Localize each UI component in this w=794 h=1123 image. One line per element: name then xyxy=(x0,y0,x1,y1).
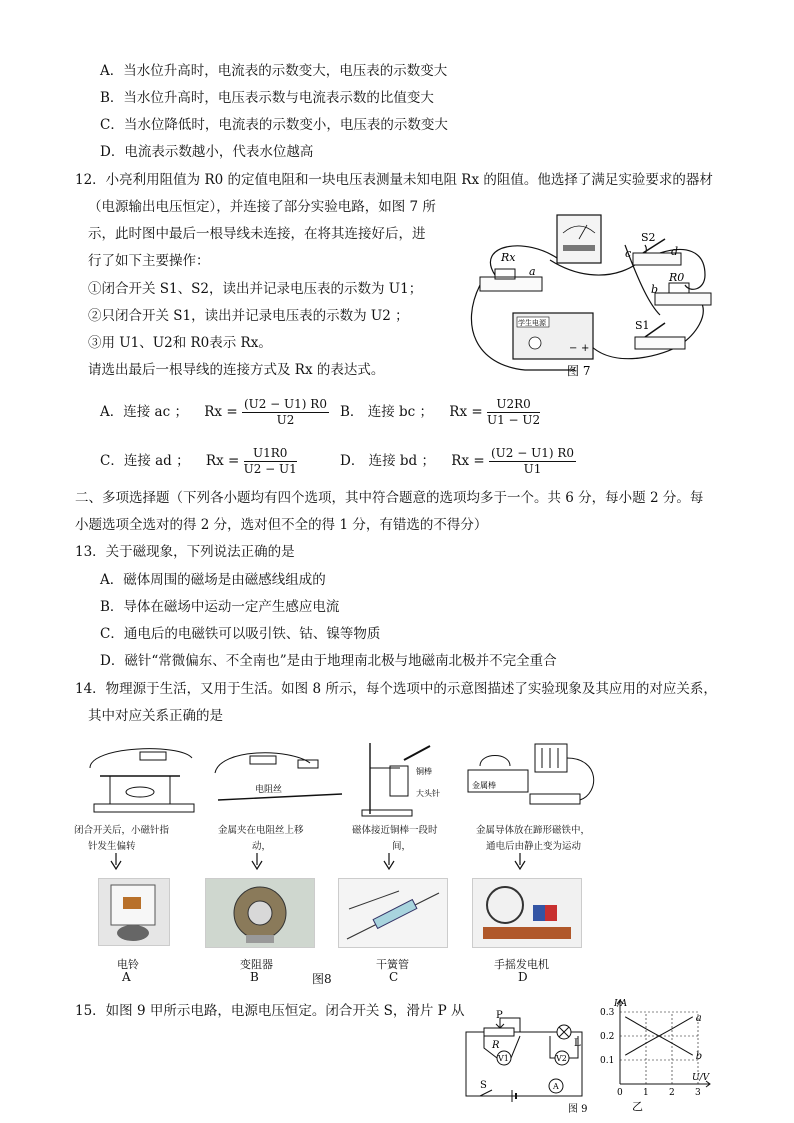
panel-c-photo xyxy=(338,878,448,948)
panel-b-wire-label: 电阻丝 xyxy=(255,785,283,795)
section2-heading-line1: 二、多项选择题（下列各小题均有四个选项，其中符合题意的选项均多于一个。共 6 分，每小题 2 分。每 xyxy=(75,490,704,506)
panel-d-tag1: 金属棒 xyxy=(472,781,496,790)
choice-a-fraction xyxy=(242,397,329,428)
panel-c-sketch xyxy=(362,743,440,816)
panel-b-letter: B xyxy=(250,970,259,984)
voltmeter-v1-label: V1 xyxy=(498,1054,509,1063)
s2-label: S2 xyxy=(641,231,656,244)
power-minus-label: − xyxy=(569,343,578,354)
q13-stem: 13．关于磁现象，下列说法正确的是 xyxy=(75,544,295,560)
choice-c-numerator: U1R0 xyxy=(244,446,297,462)
section2-heading-line2: 小题选项全选对的得 2 分，选对但不全的得 1 分，有错选的不得分） xyxy=(75,517,488,533)
q12-step1: ①闭合开关 S1、S2，读出并记录电压表的示数为 U1； xyxy=(88,281,423,297)
node-a-label: a xyxy=(529,265,536,278)
choice-c-lhs: Rx = xyxy=(205,453,240,469)
choice-d-denominator: U1 xyxy=(523,462,542,476)
q12-stem-line4: 行了如下主要操作： xyxy=(88,253,210,269)
panel-d-photo xyxy=(472,878,582,948)
q11-option-a: A．当水位升高时，电流表的示数变大，电压表的示数变大 xyxy=(100,63,448,79)
choice-b-label: B． 连接 bc ； xyxy=(340,404,433,420)
choice-b-fraction xyxy=(487,397,540,428)
lamp-l-label: L xyxy=(574,1038,581,1049)
choice-a-lhs: Rx = xyxy=(204,404,238,420)
figure-8-experiments xyxy=(80,738,620,820)
y-tick-label: 0.2 xyxy=(600,1032,615,1042)
figure-7-caption: 图 7 xyxy=(567,364,591,378)
q14-stem-line2: 其中对应关系正确的是 xyxy=(88,708,223,724)
panel-c-tag1: 铜棒 xyxy=(416,767,432,776)
choice-d-numerator: (U2 − U1) R0 xyxy=(490,446,574,460)
q14-stem-line1: 14．物理源于生活，又用于生活。如图 8 所示，每个选项中的示意图描述了实验现象及其应用的对应关系， xyxy=(75,681,717,697)
rx-label: Rx xyxy=(501,251,516,264)
panel-d-desc2: 通电后由静止变为运动 xyxy=(486,841,582,852)
x-tick-label: 1 xyxy=(643,1088,649,1098)
choice-d-fraction xyxy=(489,446,576,477)
resistor-r-label: R xyxy=(492,1040,500,1051)
panel-b-desc2: 动， xyxy=(252,841,272,852)
q12-stem-line3: 示，此时图中最后一根导线未连接，在将其连接好后，进 xyxy=(88,226,426,242)
voltmeter-v2-label: V2 xyxy=(556,1054,567,1063)
q12-choice-d xyxy=(340,446,576,477)
q11-option-d: D．电流表示数越小，代表水位越高 xyxy=(100,144,314,160)
hand-generator-icon xyxy=(473,879,581,947)
q12-step3: ③用 U1、U2和 R0表示 Rx。 xyxy=(88,335,272,351)
figure-9-circuit xyxy=(460,1008,600,1118)
figure-7-circuit xyxy=(465,205,720,380)
choice-c-label: C．连接 ad ； xyxy=(100,453,190,469)
q15-stem: 15．如图 9 甲所示电路，电源电压恒定。闭合开关 S，滑片 P 从 xyxy=(75,1003,465,1019)
q12-choice-b xyxy=(340,397,540,428)
node-d-label: d xyxy=(671,245,679,258)
slider-p-label: P xyxy=(496,1010,503,1021)
r0-resistor-icon xyxy=(655,293,711,305)
ammeter-a-label: A xyxy=(553,1082,559,1091)
x-axis-label: U/V xyxy=(692,1073,710,1083)
q12-stem-line2: （电源输出电压恒定），并连接了部分实验电路，如图 7 所 xyxy=(88,199,436,215)
panel-c-desc1: 磁体接近铜棒一段时 xyxy=(352,825,438,836)
panel-b-app-name: 变阻器 xyxy=(240,958,273,971)
y-tick-label: 0.3 xyxy=(600,1008,615,1018)
s1-switch-icon xyxy=(635,337,685,349)
choice-b-numerator: U2R0 xyxy=(487,397,540,413)
choice-c-denominator: U2 − U1 xyxy=(243,462,297,476)
q13-option-a: A．磁体周围的磁场是由磁感线组成的 xyxy=(100,572,326,588)
panel-d-desc1: 金属导体放在蹄形磁铁中， xyxy=(476,825,591,836)
switch-s-label: S xyxy=(480,1080,487,1091)
q12-stem-line1: 12．小亮利用阻值为 R0 的定值电阻和一块电压表测量未知电阻 Rx 的阻值。他选择了满足实验要求的器材 xyxy=(75,172,713,188)
figure-8-caption: 图8 xyxy=(312,972,332,986)
panel-a-sketch xyxy=(90,749,194,812)
choice-b-lhs: Rx = xyxy=(449,404,483,420)
power-supply-label: 学生电源 xyxy=(518,319,546,327)
panel-a-letter: A xyxy=(122,970,131,984)
y-axis-label: I/A xyxy=(614,999,628,1009)
panel-b-photo xyxy=(205,878,315,948)
y-tick-label: 0.1 xyxy=(600,1056,615,1066)
node-b-label: b xyxy=(651,283,659,296)
q12-ask: 请选出最后一根导线的连接方式及 Rx 的表达式。 xyxy=(88,362,385,378)
choice-a-numerator: (U2 − U1) R0 xyxy=(243,397,327,411)
choice-c-fraction xyxy=(244,446,297,477)
q11-option-c: C．当水位降低时，电流表的示数变小，电压表的示数变大 xyxy=(100,117,448,133)
rheostat-icon xyxy=(206,879,314,947)
q12-choice-c xyxy=(100,446,297,477)
curve-b-label: b xyxy=(695,1051,703,1063)
panel-d-sketch xyxy=(468,744,594,804)
power-plus-label: + xyxy=(581,343,590,354)
q11-option-b: B．当水位升高时，电压表示数与电流表示数的比值变大 xyxy=(100,90,434,106)
x-tick-label: 0 xyxy=(617,1088,623,1098)
reed-switch-icon xyxy=(339,879,447,947)
panel-a-app-name: 电铃 xyxy=(117,958,139,971)
panel-b-desc1: 金属夹在电阻丝上移 xyxy=(218,825,304,836)
r0-label: R0 xyxy=(669,271,685,284)
choice-a-label: A．连接 ac ； xyxy=(100,404,188,420)
curve-a-label: a xyxy=(695,1012,702,1024)
choice-a-denominator: U2 xyxy=(276,413,295,427)
figure-9-graph xyxy=(598,996,716,1114)
panel-c-app-name: 干簧管 xyxy=(376,958,409,971)
x-tick-label: 3 xyxy=(695,1088,701,1098)
q13-option-b: B．导体在磁场中运动一定产生感应电流 xyxy=(100,599,340,615)
q12-choice-a xyxy=(100,397,329,428)
panel-c-letter: C xyxy=(389,970,399,984)
choice-d-label: D． 连接 bd ； xyxy=(340,453,435,469)
panel-a-desc2: 针发生偏转 xyxy=(88,841,136,852)
q13-option-d: D．磁针“常微偏东、不全南也”是由于地理南北极与地磁南北极并不完全重合 xyxy=(100,653,557,669)
panel-c-desc2: 间， xyxy=(392,841,412,852)
node-c-label: c xyxy=(625,247,632,260)
panel-a-photo xyxy=(98,878,170,946)
panel-c-tag2: 大头针 xyxy=(416,789,440,798)
panel-b-sketch xyxy=(215,753,342,800)
figure-8-arrows xyxy=(100,853,560,873)
q12-step2: ②只闭合开关 S1，读出并记录电压表的示数为 U2 ； xyxy=(88,308,409,324)
q13-option-c: C．通电后的电磁铁可以吸引铁、钴、镍等物质 xyxy=(100,626,381,642)
x-tick-label: 2 xyxy=(669,1088,675,1098)
panel-d-app-name: 手摇发电机 xyxy=(494,958,549,971)
figure-9-caption: 图 9 xyxy=(568,1104,588,1115)
graph-sub-caption: 乙 xyxy=(632,1100,643,1113)
electric-bell-icon xyxy=(99,879,169,945)
s1-label: S1 xyxy=(635,319,650,332)
choice-b-denominator: U1 − U2 xyxy=(486,413,541,427)
panel-a-desc1: 闭合开关后，小磁针指 xyxy=(74,825,170,836)
panel-d-letter: D xyxy=(518,970,528,984)
choice-d-lhs: Rx = xyxy=(451,453,485,469)
